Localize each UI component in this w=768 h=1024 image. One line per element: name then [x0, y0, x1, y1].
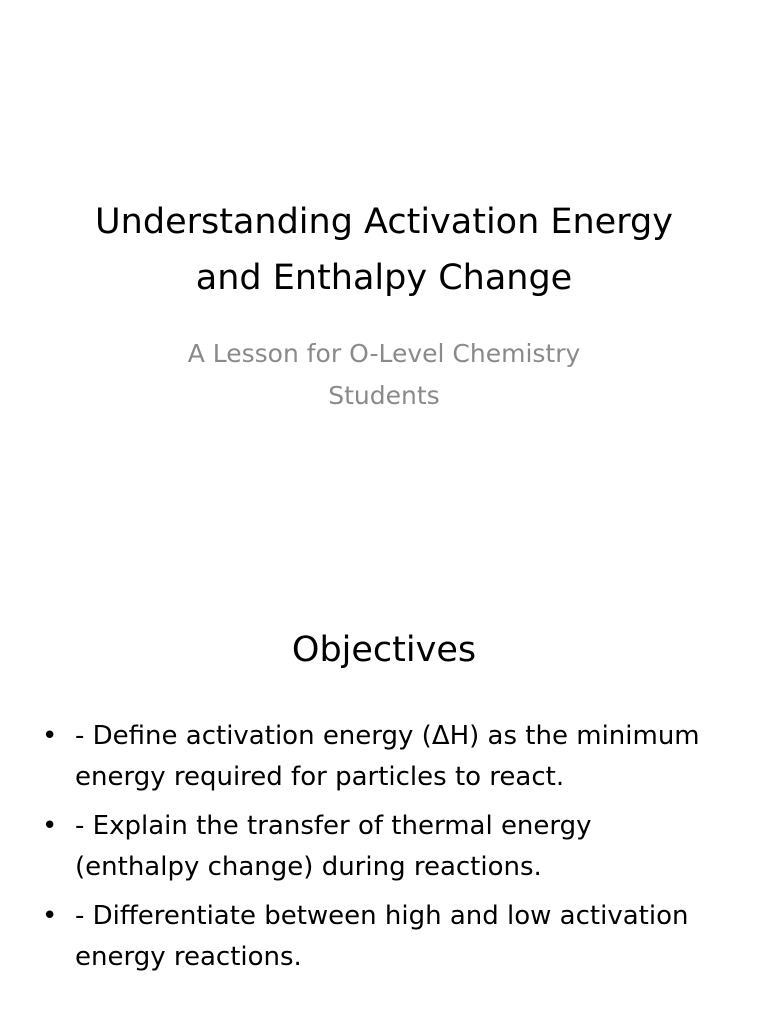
list-item [42, 716, 722, 798]
objectives-list [42, 716, 722, 986]
slide-subtitle-line-1: A Lesson for O-Level Chemistry [187, 339, 581, 368]
objective-text: - Explain the transfer of thermal energy (enthalpy change) during reactions. [75, 811, 592, 882]
list-item [42, 896, 722, 978]
objective-text: - Differentiate between high and low activation energy reactions. [75, 901, 689, 972]
objective-text: - Define activation energy (ΔH) as the minimum energy required for particles to react. [75, 721, 700, 792]
slide-title-line-1: Understanding Activation Energy [95, 202, 673, 242]
slide-subtitle [90, 333, 678, 417]
bullet-icon: • [42, 901, 58, 931]
slide-title-line-2: and Enthalpy Change [195, 258, 573, 298]
bullet-icon: • [42, 811, 58, 841]
list-item [42, 806, 722, 888]
bullet-icon: • [42, 721, 58, 751]
objectives-heading: Objectives [291, 630, 477, 670]
objectives-slide [0, 576, 768, 1024]
slide-subtitle-line-2: Students [328, 381, 440, 410]
slide-title [40, 194, 728, 306]
